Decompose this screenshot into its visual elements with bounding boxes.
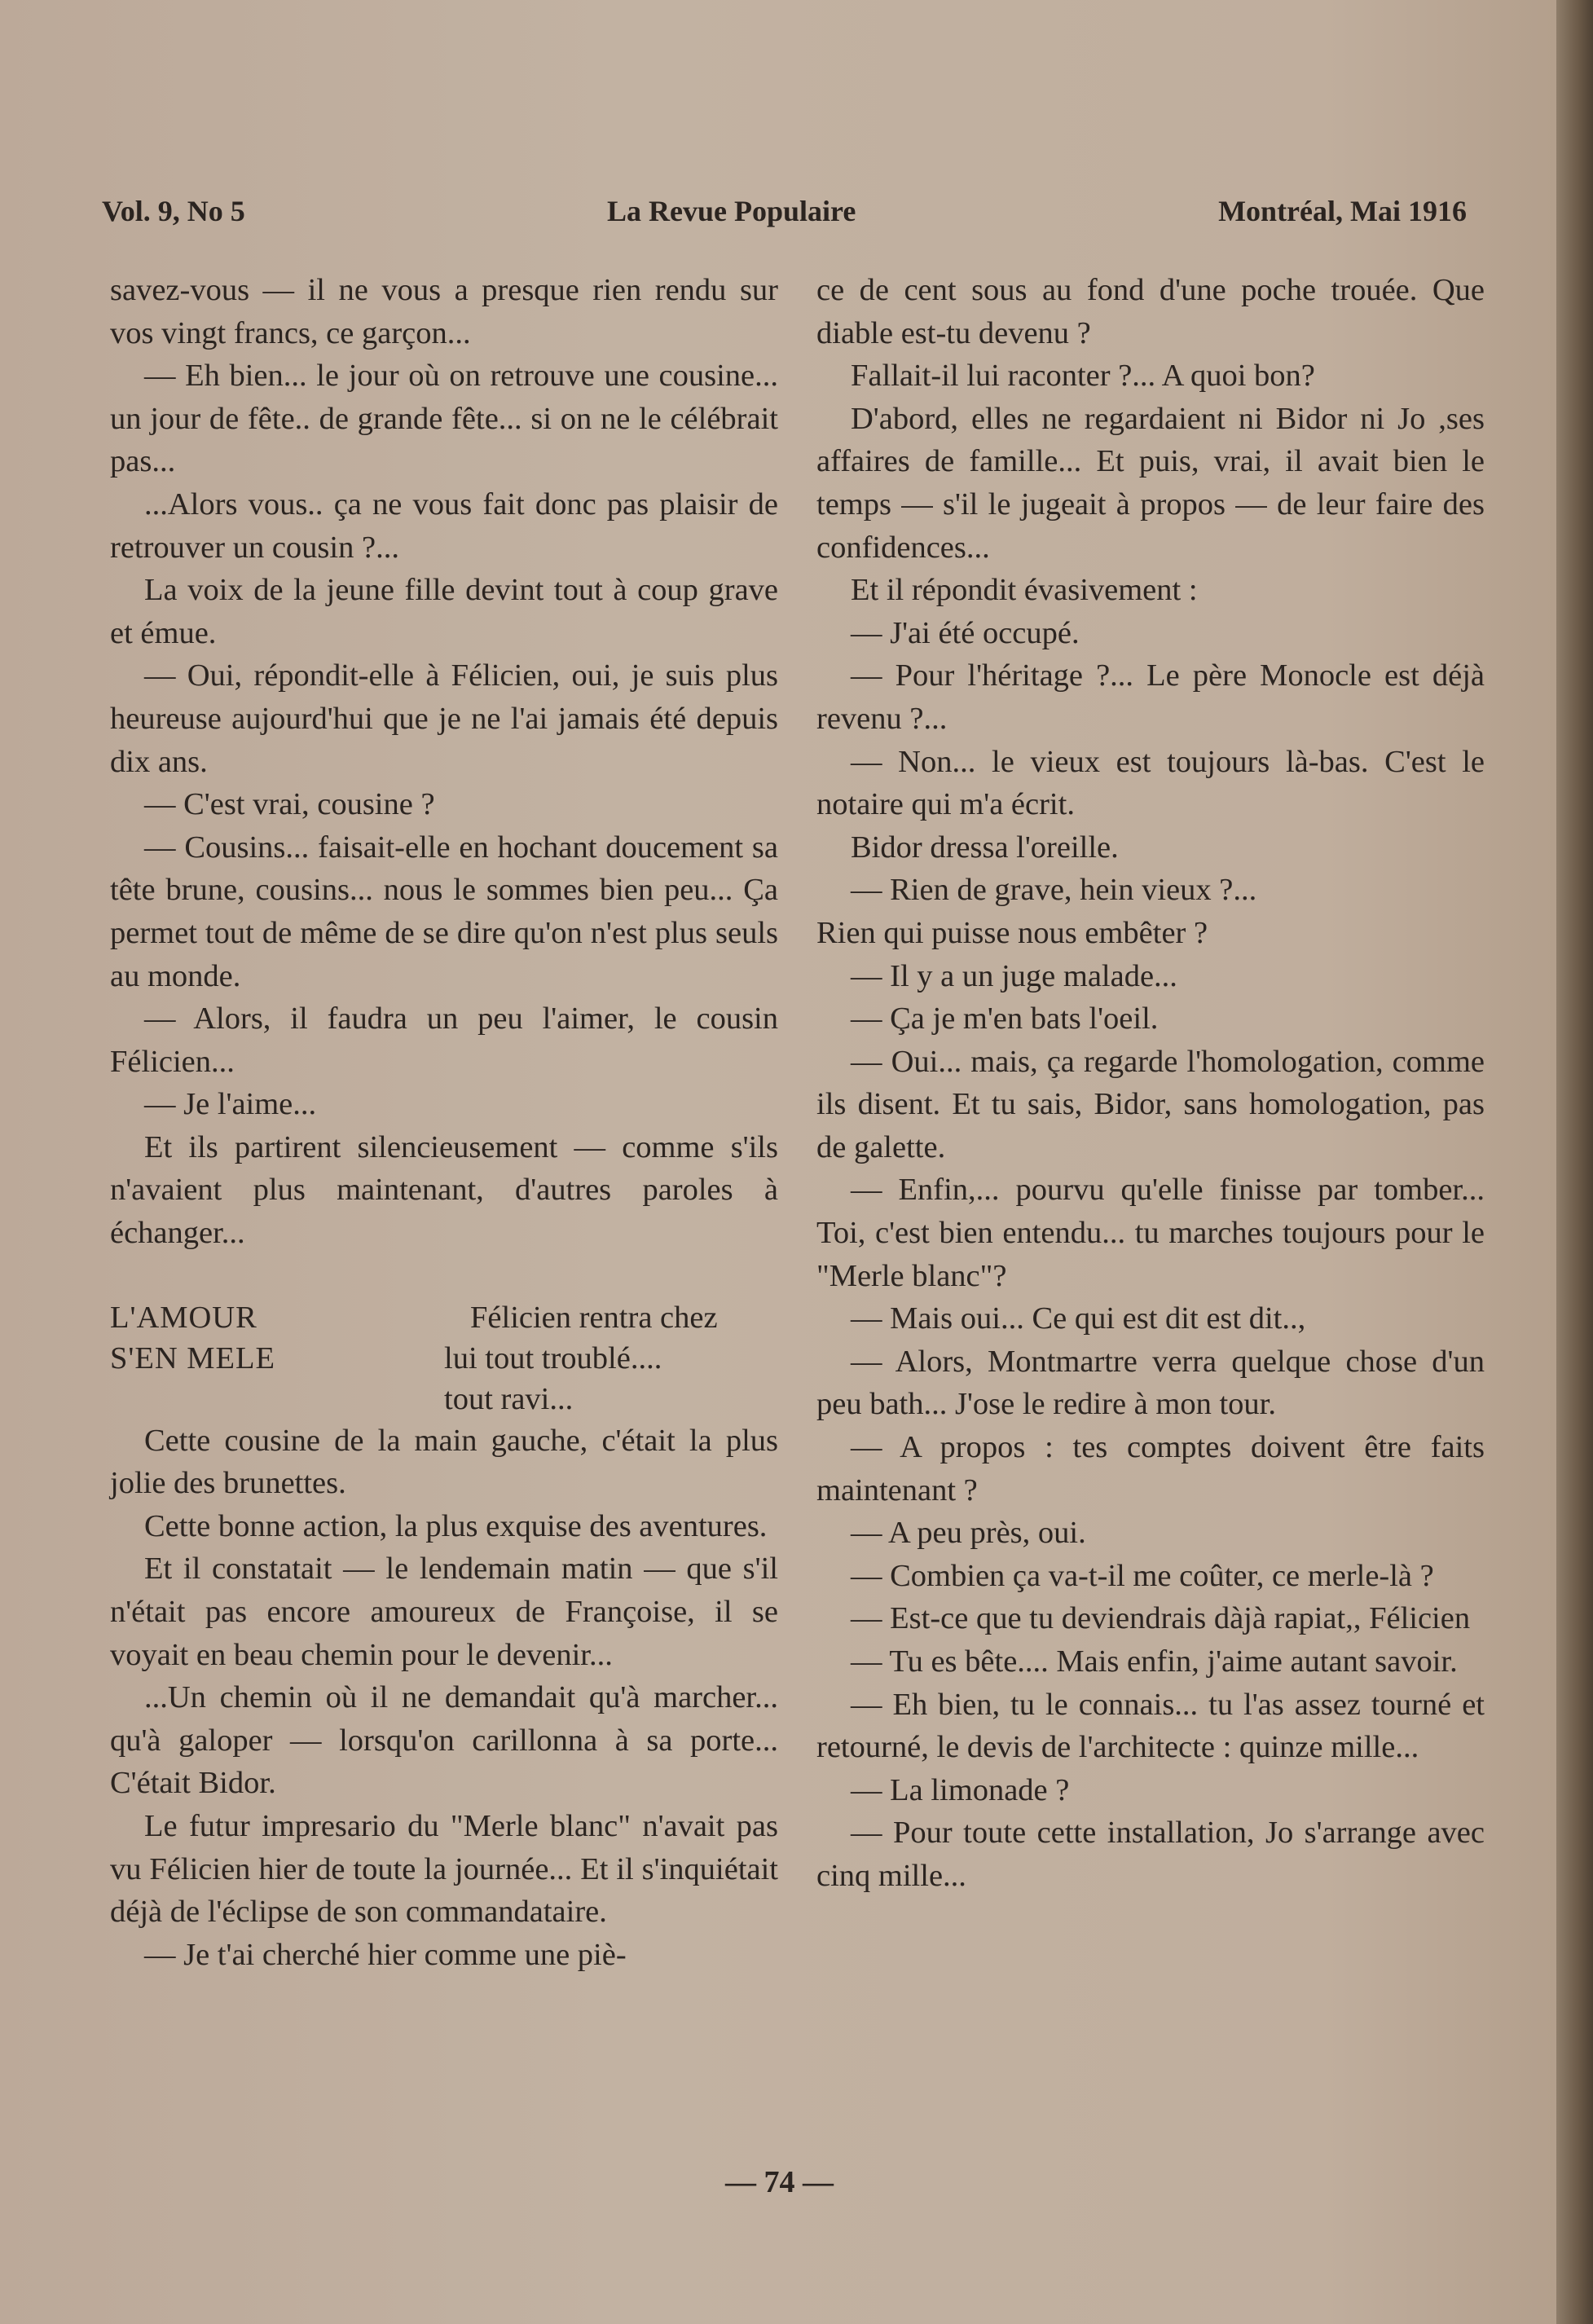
paragraph: — J'ai été occupé. bbox=[851, 615, 1080, 650]
paragraph: Cette bonne action, la plus exquise des aventures. bbox=[144, 1508, 768, 1543]
paragraph: — C'est vrai, cousine ? bbox=[144, 787, 435, 822]
paragraph: Et il répondit évasivement : bbox=[851, 573, 1198, 608]
paragraph: ...Alors vous.. ça ne vous fait donc pas plaisir de retrouver un cousin ?... bbox=[110, 486, 778, 565]
section-subheading bbox=[110, 1297, 778, 1419]
paragraph: Bidor dressa l'oreille. bbox=[851, 830, 1119, 865]
paragraph: — Oui... mais, ça regarde l'homologation, comme ils disent. Et tu sais, Bidor, sans homologation, pas de galette. bbox=[816, 1044, 1485, 1164]
section-title-line: L'AMOUR bbox=[110, 1300, 257, 1335]
paragraph: — Alors, Montmartre verra quelque chose d'un peu bath... J'ose le redire à mon tour. bbox=[816, 1344, 1485, 1422]
paragraph: — Tu es bête.... Mais enfin, j'aime autant savoir. bbox=[851, 1644, 1458, 1679]
section-lead-line: lui tout troublé.... bbox=[444, 1340, 662, 1375]
paragraph: La voix de la jeune fille devint tout à coup grave et émue. bbox=[110, 573, 778, 650]
paragraph: — Mais oui... Ce qui est dit est dit.., bbox=[851, 1301, 1306, 1336]
section-lead-line: tout ravi... bbox=[444, 1381, 574, 1416]
paragraph: — A propos : tes comptes doivent être faits maintenant ? bbox=[816, 1430, 1485, 1508]
section-title bbox=[110, 1297, 444, 1419]
paragraph: savez-vous — il ne vous a presque rien rendu sur vos vingt francs, ce garçon... bbox=[110, 273, 778, 350]
paragraph: — Eh bien... le jour où on retrouve une cousine... un jour de fête.. de grande fête... si on ne le célébrait pas... bbox=[110, 359, 778, 479]
paragraph: — La limonade ? bbox=[851, 1772, 1070, 1807]
paragraph: D'abord, elles ne regardaient ni Bidor ni Jo ,ses affaires de famille... Et puis, vrai, il avait bien le temps — s'il le jugeait à propos — de leur faire des confidences... bbox=[816, 401, 1485, 565]
paragraph: — Alors, il faudra un peu l'aimer, le cousin Félicien... bbox=[110, 1001, 778, 1079]
paragraph: — A peu près, oui. bbox=[851, 1516, 1086, 1551]
page-edge-shadow bbox=[1556, 0, 1593, 2324]
paragraph: — Eh bien, tu le connais... tu l'as assez tourné et retourné, le devis de l'architecte : quinze mille... bbox=[816, 1687, 1485, 1765]
paragraph: Cette cousine de la main gauche, c'était la plus jolie des brunettes. bbox=[110, 1423, 778, 1501]
paragraph: — Pour toute cette installation, Jo s'arrange avec cinq mille... bbox=[816, 1816, 1485, 1893]
paragraph: — Je l'aime... bbox=[144, 1087, 317, 1122]
left-column bbox=[110, 269, 778, 1976]
paragraph: — Cousins... faisait-elle en hochant doucement sa tête brune, cousins... nous le sommes bien peu... Ça permet tout de même de se dire qu'on n'est plus seuls au monde. bbox=[110, 830, 778, 993]
paragraph: Le futur impresario du "Merle blanc" n'avait pas vu Félicien hier de toute la journée... Et il s'inquiétait déjà de l'éclipse de son commandataire. bbox=[110, 1809, 778, 1930]
right-column bbox=[816, 269, 1485, 1898]
paragraph: Et ils partirent silencieusement — comme s'ils n'avaient plus maintenant, d'autres paroles à échanger... bbox=[110, 1129, 778, 1251]
volume-number: Vol. 9, No 5 bbox=[102, 195, 245, 227]
paragraph: ce de cent sous au fond d'une poche trouée. Que diable est-tu devenu ? bbox=[816, 273, 1485, 350]
running-header bbox=[102, 194, 1467, 243]
paragraph: Fallait-il lui raconter ?... A quoi bon? bbox=[851, 359, 1315, 394]
section-title-line: S'EN MELE bbox=[110, 1340, 276, 1375]
paragraph: — Oui, répondit-elle à Félicien, oui, je suis plus heureuse aujourd'hui que je ne l'ai jamais été depuis dix ans. bbox=[110, 658, 778, 779]
paragraph: — Il y a un juge malade... bbox=[851, 958, 1177, 993]
paragraph: — Pour l'héritage ?... Le père Monocle est déjà revenu ?... bbox=[816, 658, 1485, 736]
paragraph: ...Un chemin où il ne demandait qu'à marcher... qu'à galoper — lorsqu'on carillonna à sa porte... C'était Bidor. bbox=[110, 1680, 778, 1801]
section-lead-text bbox=[444, 1297, 778, 1419]
paragraph: Et il constatait — le lendemain matin — que s'il n'était pas encore amoureux de Françoise, il se voyait en beau chemin pour le devenir... bbox=[110, 1552, 778, 1672]
paragraph: Rien qui puisse nous embêter ? bbox=[816, 915, 1208, 950]
section-lead-line: Félicien rentra chez bbox=[470, 1300, 718, 1335]
paragraph: — Ça je m'en bats l'oeil. bbox=[851, 1001, 1159, 1037]
paragraph: — Je t'ai cherché hier comme une piè- bbox=[144, 1937, 627, 1972]
paragraph: — Combien ça va-t-il me coûter, ce merle-là ? bbox=[851, 1558, 1434, 1593]
paragraph: — Est-ce que tu deviendrais dàjà rapiat,, Félicien bbox=[851, 1601, 1471, 1636]
page-number: — 74 — bbox=[725, 2165, 834, 2199]
issue-date: Montréal, Mai 1916 bbox=[1218, 195, 1467, 227]
paragraph: — Enfin,... pourvu qu'elle finisse par tomber... Toi, c'est bien entendu... tu marches toujours pour le "Merle blanc"? bbox=[816, 1173, 1485, 1293]
paragraph: — Rien de grave, hein vieux ?... bbox=[851, 873, 1257, 908]
publication-title: La Revue Populaire bbox=[607, 195, 856, 227]
paragraph: — Non... le vieux est toujours là-bas. C'est le notaire qui m'a écrit. bbox=[816, 744, 1485, 822]
